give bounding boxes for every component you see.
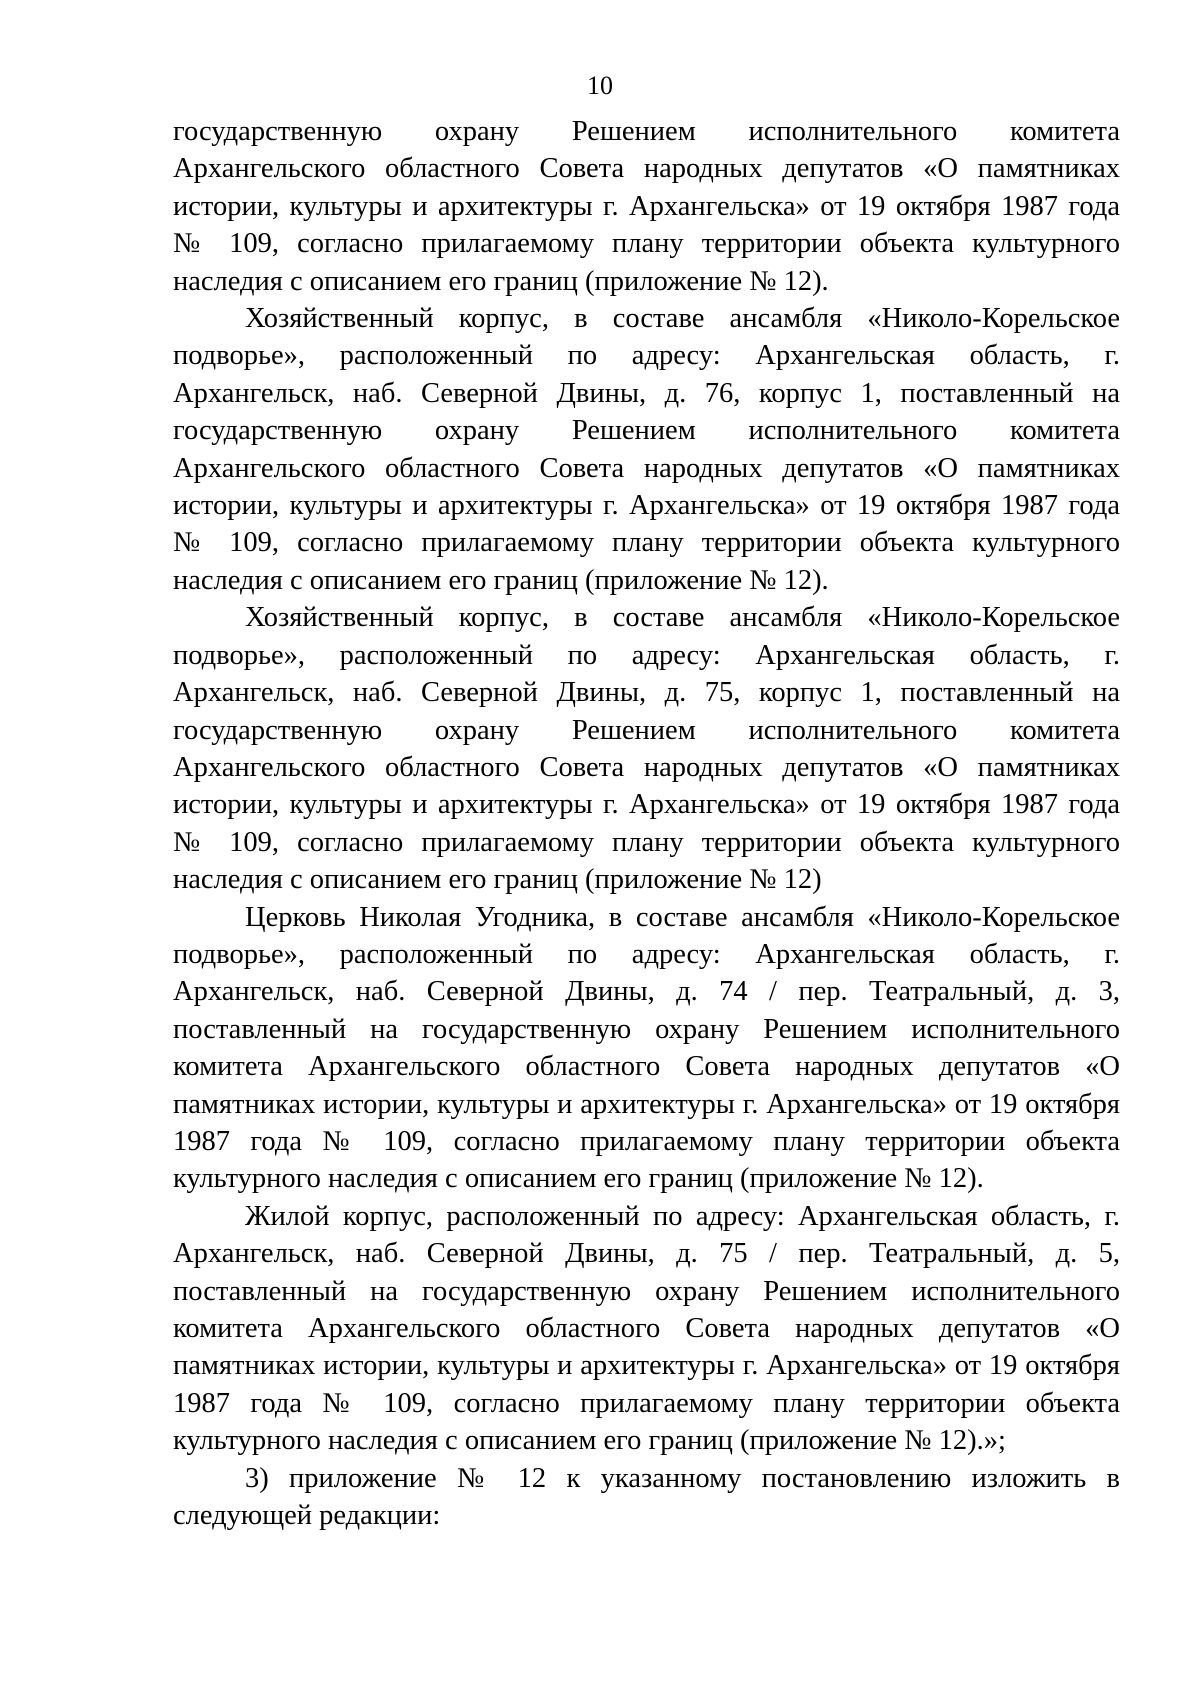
paragraph-appendix-12: 3) приложение № 12 к указанному постановлению изложить в следующей редакции:	[173, 1462, 1120, 1532]
document-body	[173, 113, 1120, 1534]
paragraph-household-building-76: Хозяйственный корпус, в составе ансамбля «Николо-Корельское подворье», расположенный по адресу: Архангельская область, г. Архангельск, наб. Северной Двины, д. 76, корпус 1, поставленный на государственную охрану Решением исполнительного комитета Архангельского областного Совета народных депутатов «О памятниках истории, культуры и архитектуры г. Архангельска» от 19 октября 1987 года № 109, согласно прилагаемому плану территории объекта культурного наследия с описанием его границ (приложение № 12).	[173, 303, 1120, 596]
paragraph-continuation: государственную охрану Решением исполнительного комитета Архангельского областного Совета народных депутатов «О памятниках истории, культуры и архитектуры г. Архангельска» от 19 октября 1987 года № 109, согласно прилагаемому плану территории объекта культурного наследия с описанием его границ (приложение № 12).	[173, 116, 1120, 297]
paragraph-church-nikolai: Церковь Николая Угодника, в составе ансамбля «Николо-Корельское подворье», расположенный по адресу: Архангельская область, г. Архангельск, наб. Северной Двины, д. 74 / пер. Театральный, д. 3, поставленный на государственную охрану Решением исполнительного комитета Архангельского областного Совета народных депутатов «О памятниках истории, культуры и архитектуры г. Архангельска» от 19 октября 1987 года № 109, согласно прилагаемому плану территории объекта культурного наследия с описанием его границ (приложение № 12).	[173, 901, 1120, 1195]
paragraph-household-building-75: Хозяйственный корпус, в составе ансамбля «Николо-Корельское подворье», расположенный по адресу: Архангельская область, г. Архангельск, наб. Северной Двины, д. 75, корпус 1, поставленный на государственную охрану Решением исполнительного комитета Архангельского областного Совета народных депутатов «О памятниках истории, культуры и архитектуры г. Архангельска» от 19 октября 1987 года № 109, согласно прилагаемому плану территории объекта культурного наследия с описанием его границ (приложение № 12)	[173, 602, 1120, 896]
paragraph-residential-building: Жилой корпус, расположенный по адресу: Архангельская область, г. Архангельск, наб. Северной Двины, д. 75 / пер. Театральный, д. 5, поставленный на государственную охрану Решением исполнительного комитета Архангельского областного Совета народных депутатов «О памятниках истории, культуры и архитектуры г. Архангельска» от 19 октября 1987 года № 109, согласно прилагаемому плану территории объекта культурного наследия с описанием его границ (приложение № 12).»;	[173, 1200, 1120, 1457]
page-number: 10	[587, 71, 613, 100]
